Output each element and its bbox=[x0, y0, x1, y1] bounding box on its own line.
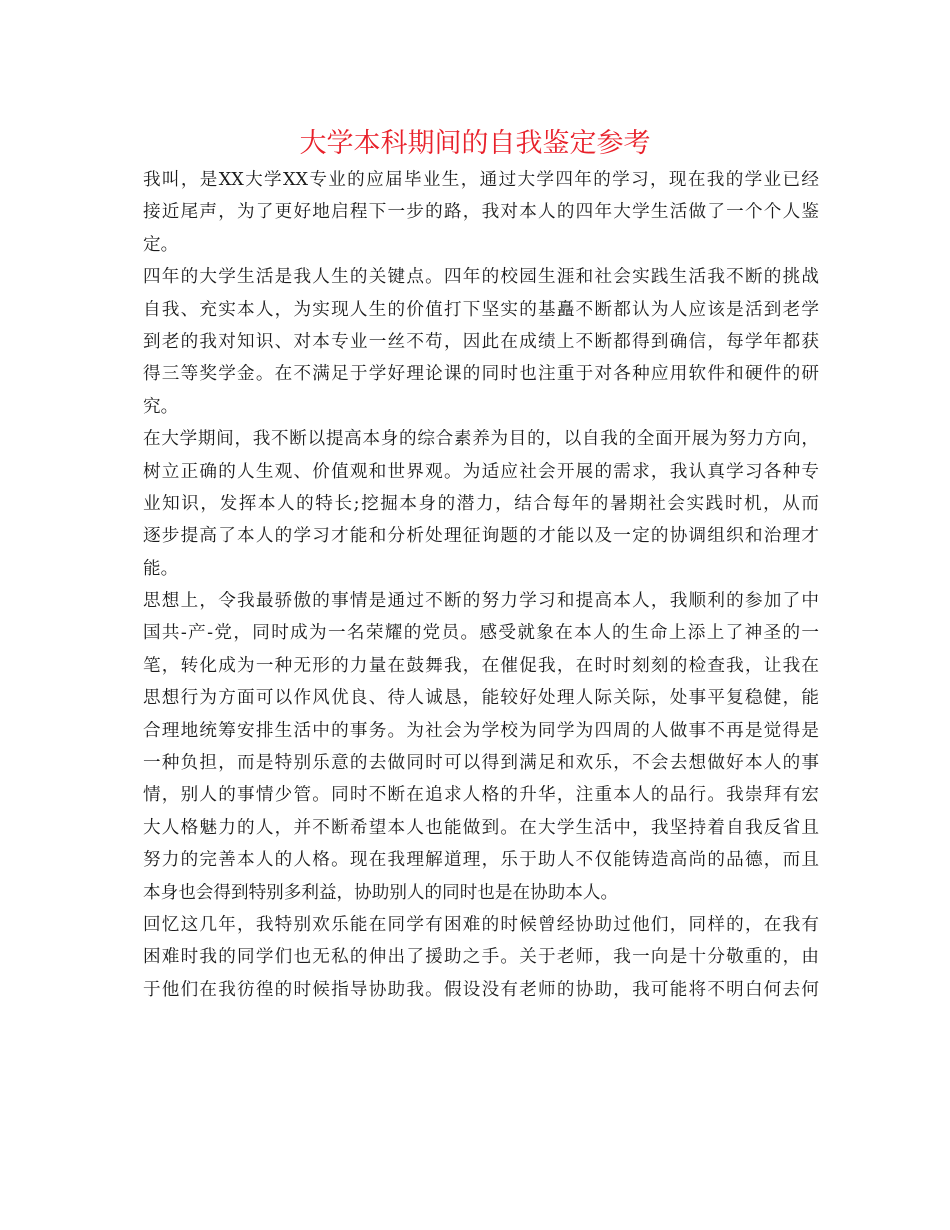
text-line: 业知识，发挥本人的特长;挖掘本身的潜力，结合每年的暑期社会实践时机，从而 bbox=[143, 493, 819, 514]
text-line: 得三等奖学金。在不满足于学好理论课的同时也注重于对各种应用软件和硬件的研 bbox=[143, 364, 819, 385]
text-line: 能。 bbox=[143, 558, 179, 579]
text-line: 国共-产-党，同时成为一名荣耀的党员。感受就象在本人的生命上添上了神圣的一 bbox=[143, 623, 819, 644]
document-body bbox=[143, 164, 819, 1006]
text-line: 逐步提高了本人的学习才能和分析处理征询题的才能以及一定的协调组织和治理才 bbox=[143, 526, 819, 547]
text-line: 自我、充实本人，为实现人生的价值打下坚实的基矗不断都认为人应该是活到老学 bbox=[143, 299, 819, 320]
document-title: 大学本科期间的自我鉴定参考 bbox=[299, 128, 651, 159]
text-line: 笔，转化成为一种无形的力量在鼓舞我，在催促我，在时时刻刻的检查我，让我在 bbox=[143, 655, 819, 676]
text-line: 本身也会得到特别多利益，协助别人的同时也是在协助本人。 bbox=[143, 882, 619, 903]
text-line: 我叫，是XX大学XX专业的应届毕业生，通过大学四年的学习，现在我的学业已经 bbox=[143, 170, 819, 190]
text-line: 到老的我对知识、对本专业一丝不苟，因此在成绩上不断都得到确信，每学年都获 bbox=[143, 331, 819, 352]
text-line: 究。 bbox=[143, 396, 179, 417]
text-line: 思想行为方面可以作风优良、待人诚恳，能较好处理人际关际，处事平复稳健，能 bbox=[143, 688, 819, 709]
text-line: 在大学期间，我不断以提高本身的综合素养为目的，以自我的全面开展为努力方向， bbox=[143, 429, 819, 450]
text-line: 四年的大学生活是我人生的关键点。四年的校园生涯和社会实践生活我不断的挑战 bbox=[143, 267, 819, 288]
text-line: 努力的完善本人的人格。现在我理解道理，乐于助人不仅能铸造高尚的品德，而且 bbox=[143, 850, 819, 871]
text-line: 情，别人的事情少管。同时不断在追求人格的升华，注重本人的品行。我崇拜有宏 bbox=[143, 785, 819, 806]
text-line: 一种负担，而是特别乐意的去做同时可以得到满足和欢乐，不会去想做好本人的事 bbox=[143, 753, 819, 774]
text-line: 定。 bbox=[143, 234, 179, 255]
text-line: 思想上，令我最骄傲的事情是通过不断的努力学习和提高本人，我顺利的参加了中 bbox=[143, 591, 819, 612]
text-line: 回忆这几年，我特别欢乐能在同学有困难的时候曾经协助过他们，同样的，在我有 bbox=[143, 914, 819, 935]
text-line: 于他们在我彷徨的时候指导协助我。假设没有老师的协助，我可能将不明白何去何 bbox=[143, 979, 819, 1000]
text-line: 合理地统筹安排生活中的事务。为社会为学校为同学为四周的人做事不再是觉得是 bbox=[143, 720, 819, 741]
text-line: 接近尾声，为了更好地启程下一步的路，我对本人的四年大学生活做了一个个人鉴 bbox=[143, 202, 819, 223]
text-line: 树立正确的人生观、价值观和世界观。为适应社会开展的需求，我认真学习各种专 bbox=[143, 461, 819, 482]
text-line: 大人格魅力的人，并不断希望本人也能做到。在大学生活中，我坚持着自我反省且 bbox=[143, 817, 819, 838]
text-line: 困难时我的同学们也无私的伸出了援助之手。关于老师，我一向是十分敬重的，由 bbox=[143, 947, 819, 968]
